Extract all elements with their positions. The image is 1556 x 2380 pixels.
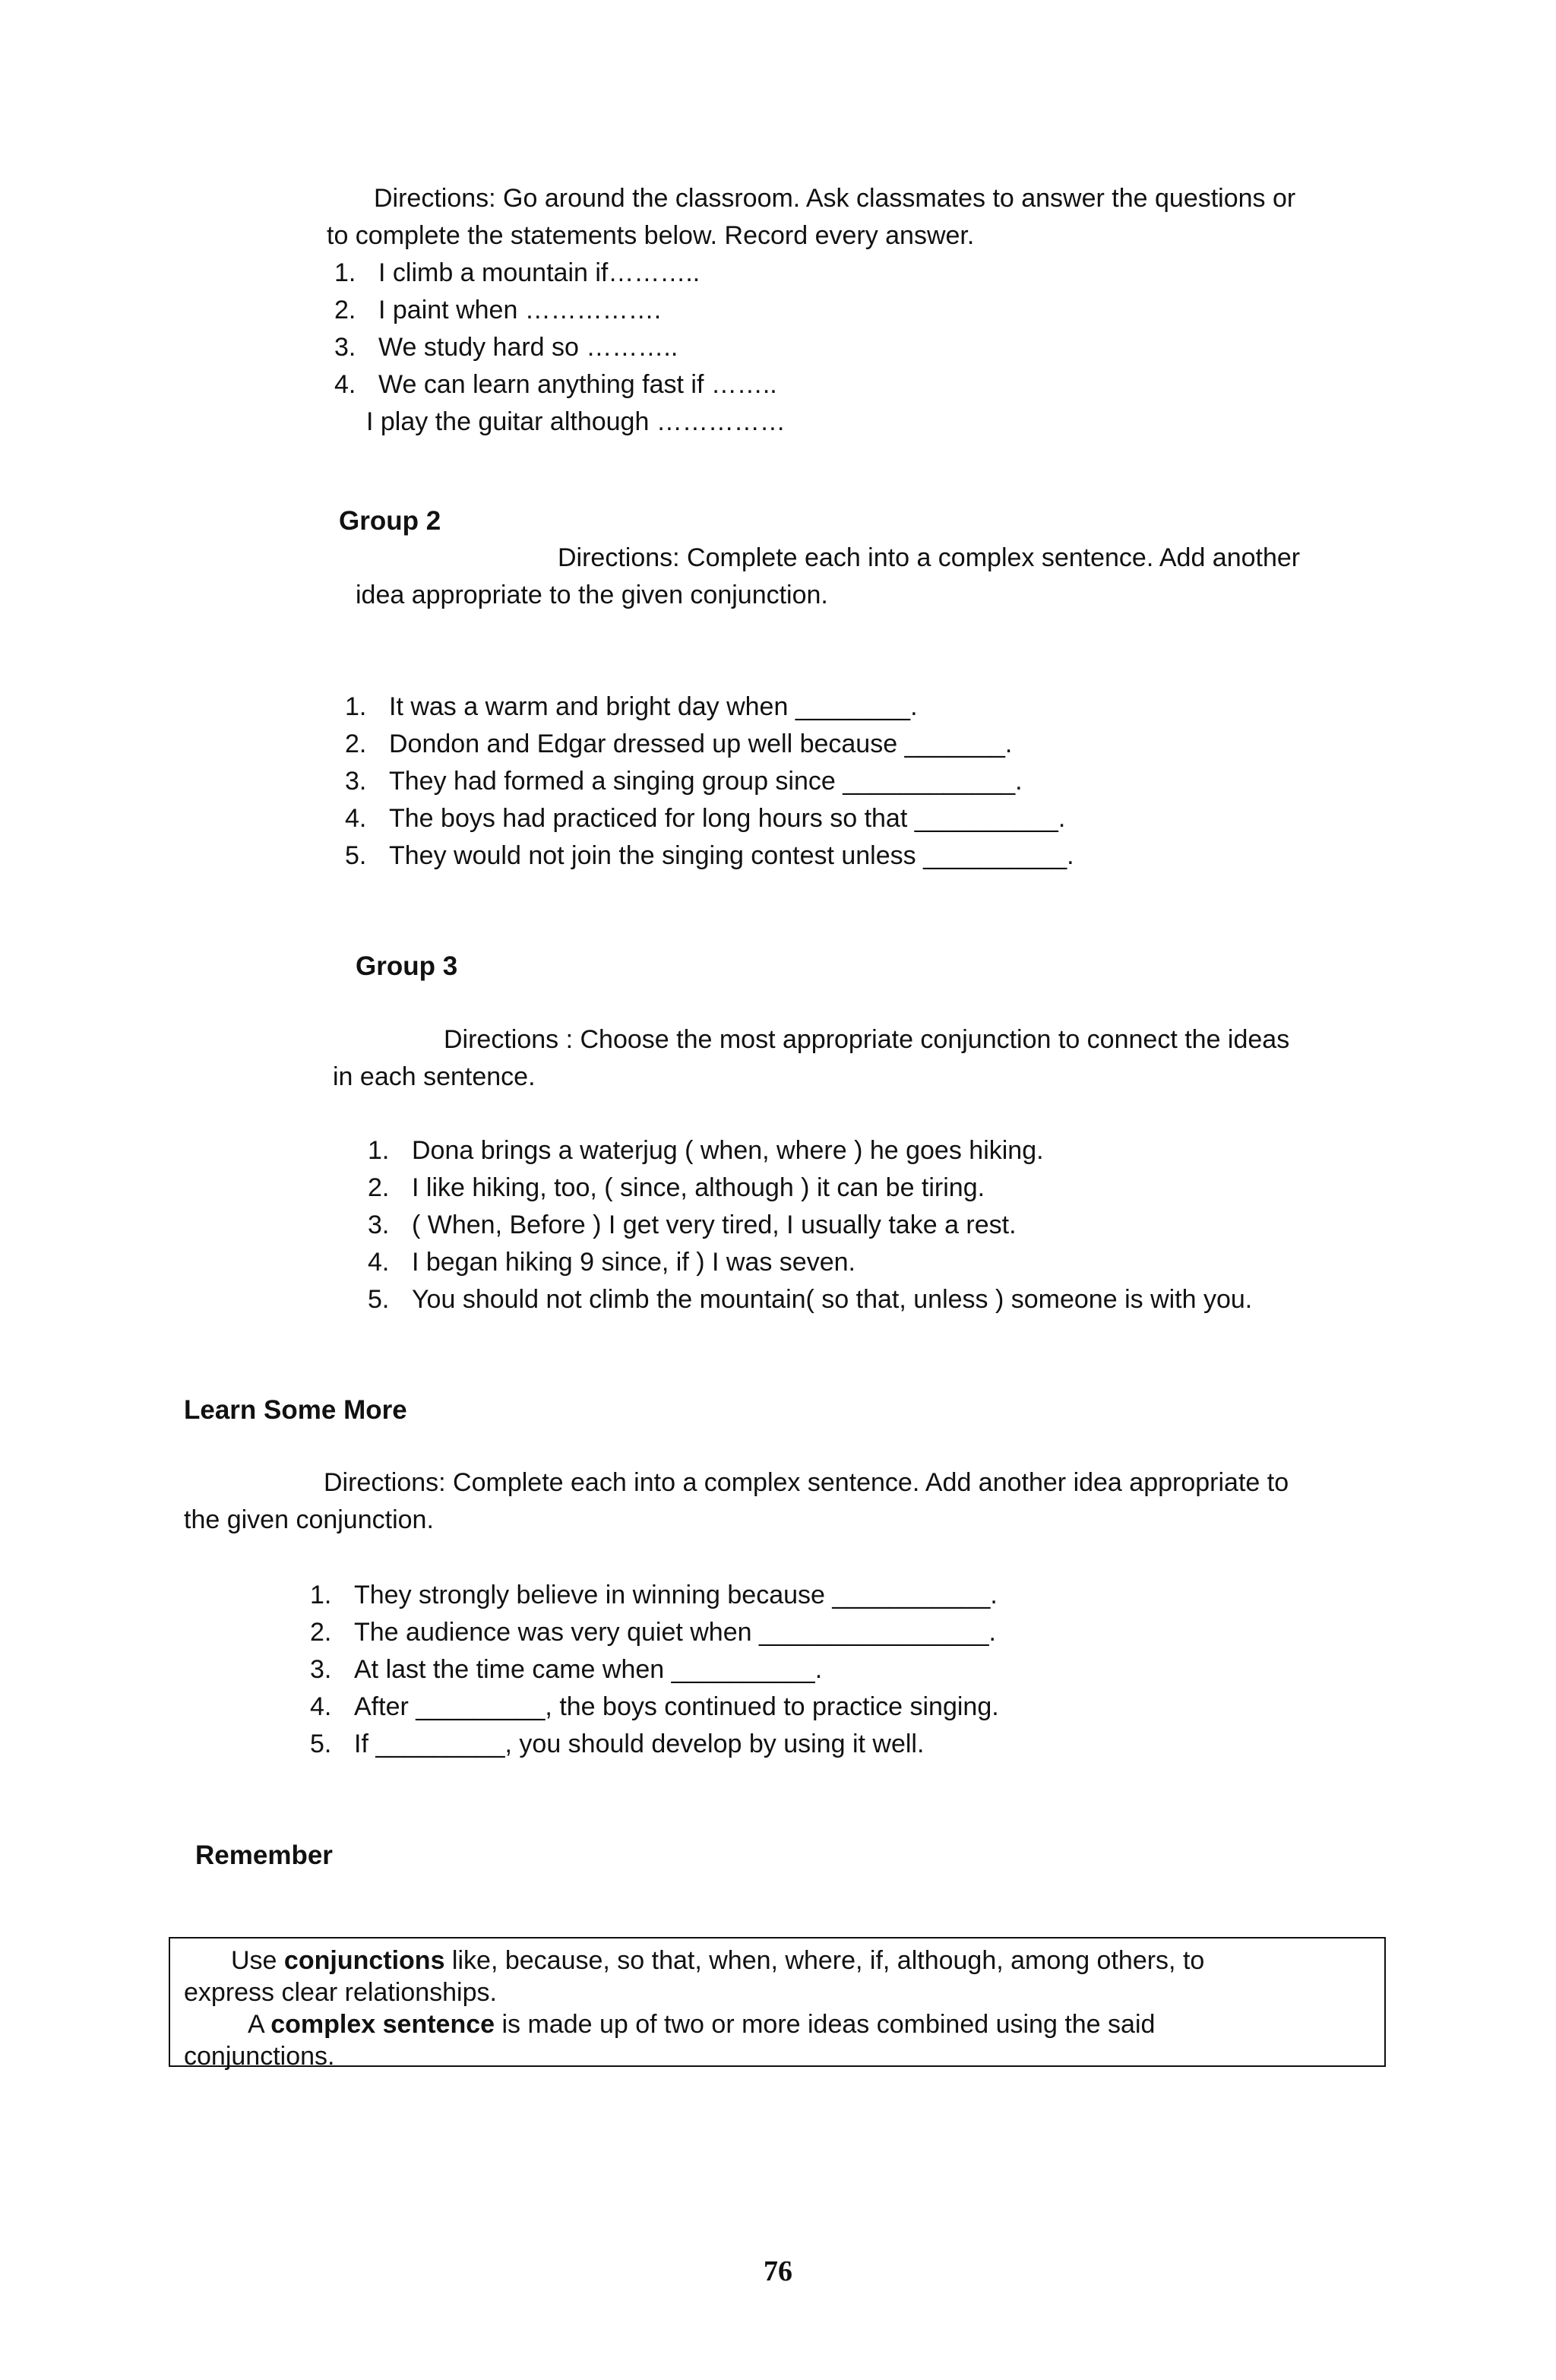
list-item: 2. I paint when ……………. [334, 296, 662, 324]
list-item: 1. They strongly believe in winning because ___________. [310, 1581, 998, 1609]
list-item: 5. You should not climb the mountain( so that, unless ) someone is with you. [368, 1285, 1253, 1314]
group2-directions-line1: Directions: Complete each into a complex sentence. Add another [558, 543, 1301, 572]
list-item: 3. They had formed a singing group since ____________. [345, 767, 1023, 796]
group1-directions-line1: Directions: Go around the classroom. Ask classmates to answer the questions or [374, 184, 1296, 213]
group1-list [334, 255, 1295, 404]
list-item: 4. After _________, the boys continued to practice singing. [310, 1692, 999, 1721]
remember-line4: conjunctions. [184, 2042, 335, 2071]
list-item: 1. I climb a mountain if……….. [334, 258, 701, 287]
group3-directions-line2: in each sentence. [333, 1062, 536, 1091]
list-item: 1. Dona brings a waterjug ( when, where ) he goes hiking. [368, 1136, 1044, 1165]
list-item: 3. We study hard so ……….. [334, 333, 678, 362]
remember-box [169, 1937, 1386, 2071]
page-number: 76 [764, 2255, 792, 2287]
group2-directions [356, 540, 1300, 614]
group2-heading: Group 2 [339, 506, 441, 536]
group3-directions [333, 1021, 1289, 1096]
list-item: 2. Dondon and Edgar dressed up well because _______. [345, 730, 1013, 758]
learn-more-directions-line2: the given conjunction. [184, 1505, 434, 1534]
group3-directions-line1: Directions : Choose the most appropriate conjunction to connect the ideas [444, 1025, 1290, 1054]
remember-heading: Remember [195, 1840, 333, 1870]
list-item: 4. We can learn anything fast if …….. [334, 370, 777, 399]
group2-directions-line2: idea appropriate to the given conjunction. [356, 581, 828, 609]
list-item: 5. If _________, you should develop by using it well. [310, 1730, 925, 1758]
group2-list [345, 688, 1074, 875]
learn-more-list [310, 1577, 999, 1763]
group1-section [327, 180, 1295, 441]
group3-list [368, 1132, 1252, 1318]
group1-extra-line: I play the guitar although …………… [366, 407, 786, 436]
learn-more-heading: Learn Some More [184, 1395, 407, 1425]
list-item: 2. I like hiking, too, ( since, although ) it can be tiring. [368, 1173, 985, 1202]
list-item: 3. ( When, Before ) I get very tired, I usually take a rest. [368, 1211, 1017, 1239]
list-item: 1. It was a warm and bright day when ________. [345, 692, 918, 721]
learn-more-directions [184, 1464, 1289, 1539]
list-item: 4. The boys had practiced for long hours so that __________. [345, 804, 1066, 833]
list-item: 2. The audience was very quiet when ________________. [310, 1618, 996, 1647]
list-item: 3. At last the time came when __________. [310, 1655, 823, 1684]
group1-directions-line2: to complete the statements below. Record every answer. [327, 221, 975, 250]
learn-more-directions-line1: Directions: Complete each into a complex sentence. Add another idea appropriate to [324, 1468, 1289, 1497]
list-item: 5. They would not join the singing contest unless __________. [345, 841, 1074, 870]
remember-line3: A complex sentence is made up of two or more ideas combined using the said [248, 2010, 1156, 2039]
list-item: 4. I began hiking 9 since, if ) I was seven. [368, 1248, 855, 1277]
remember-line1: Use conjunctions like, because, so that, when, where, if, although, among others, to [231, 1946, 1205, 1975]
remember-line2: express clear relationships. [184, 1978, 497, 2007]
group3-heading: Group 3 [356, 951, 458, 981]
